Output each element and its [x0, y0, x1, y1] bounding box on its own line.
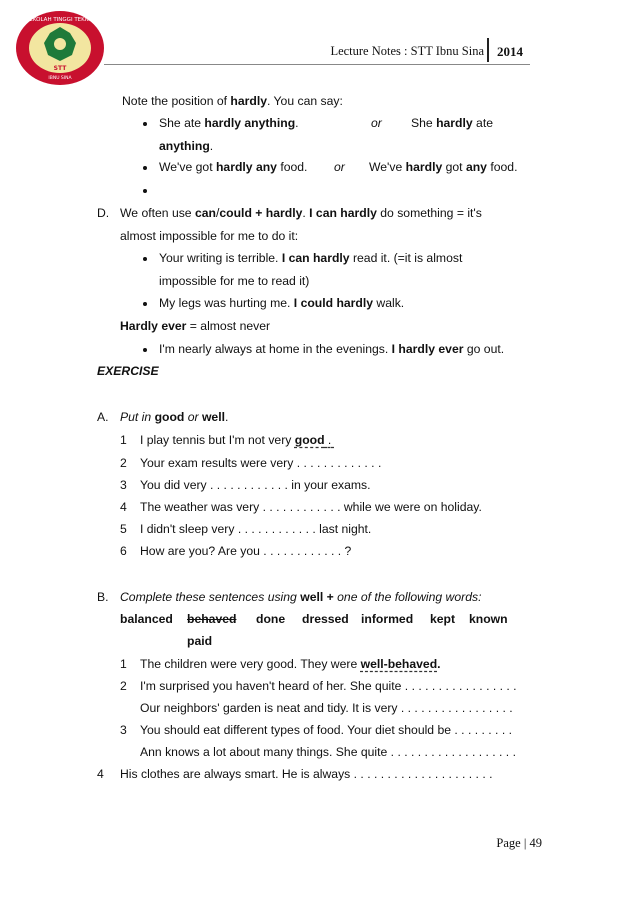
exercise-b-num: 1 — [120, 657, 127, 671]
hardly-example-2-alt: We've hardly got any food. — [369, 160, 518, 174]
could-hardly-example: My legs was hurting me. I could hardly walk. — [159, 296, 405, 310]
page-footer: Page | 49 — [496, 836, 542, 850]
word-option: balanced — [120, 612, 173, 626]
answer-text: well-behaved — [360, 657, 438, 671]
header-title: Lecture Notes : STT Ibnu Sina — [330, 44, 484, 58]
word-option: done — [256, 612, 286, 626]
exercise-a-label: A. — [97, 410, 109, 424]
bullet — [143, 302, 147, 306]
exercise-a-item: Your exam results were very . . . . . . . . . . . . . — [140, 456, 382, 470]
exercise-a-item: How are you? Are you . . . . . . . . . . . . ? — [140, 544, 352, 558]
hardly-ever-example: I'm nearly always at home in the evenings. I hardly ever go out. — [159, 342, 505, 356]
word-option: known — [469, 612, 508, 626]
exercise-a-num: 5 — [120, 522, 127, 536]
bullet — [143, 257, 147, 261]
hardly-ever-definition: Hardly ever = almost never — [120, 319, 271, 333]
logo — [14, 9, 106, 87]
bullet — [143, 348, 147, 352]
exercise-a-item: The weather was very . . . . . . . . . . . . while we were on holiday. — [140, 500, 482, 514]
hardly-example-1-cont: anything. — [159, 139, 214, 153]
section-d-line2: almost impossible for me to do it: — [120, 229, 299, 243]
exercise-b-item: I'm surprised you haven't heard of her. She quite . . . . . . . . . . . . . . . . . — [140, 679, 517, 693]
exercise-a-item: You did very . . . . . . . . . . . . in your exams. — [140, 478, 371, 492]
exercise-b-item: The children were very good. They were well-behaved. — [140, 657, 441, 671]
hardly-example-2: We've got hardly any food. — [159, 160, 308, 174]
exercise-a-num: 2 — [120, 456, 127, 470]
hardly-intro: Note the position of hardly. You can say: — [122, 94, 343, 108]
hardly-example-1: She ate hardly anything. — [159, 116, 299, 130]
svg-text:SEKOLAH TINGGI TEKNIK: SEKOLAH TINGGI TEKNIK — [25, 17, 95, 23]
header-separator — [487, 38, 489, 62]
header-year: 2014 — [497, 44, 523, 59]
exercise-b-item: You should eat different types of food. Your diet should be . . . . . . . . . — [140, 723, 512, 737]
hardly-example-1-alt: She hardly ate — [411, 116, 493, 130]
exercise-b-item-cont: Ann knows a lot about many things. She quite . . . . . . . . . . . . . . . . . . . — [140, 745, 516, 759]
exercise-a-item: I didn't sleep very . . . . . . . . . . . . last night. — [140, 522, 372, 536]
header-rule — [104, 64, 530, 65]
or-label: or — [334, 160, 345, 174]
bullet — [143, 122, 147, 126]
exercise-b-item: His clothes are always smart. He is always . . . . . . . . . . . . . . . . . . . . . — [120, 767, 493, 781]
exercise-a-item: I play tennis but I'm not very good . — [140, 433, 335, 447]
word-option: informed — [361, 612, 414, 626]
svg-text:STT: STT — [53, 65, 67, 72]
exercise-a-num: 6 — [120, 544, 127, 558]
bullet — [143, 166, 147, 170]
exercise-b-item-cont: Our neighbors' garden is neat and tidy. It is very . . . . . . . . . . . . . . . . . — [140, 701, 513, 715]
section-d-line1: We often use can/could + hardly. I can hardly do something = it's — [120, 206, 482, 220]
exercise-b-label: B. — [97, 590, 109, 604]
word-option: paid — [187, 634, 213, 648]
word-option: kept — [430, 612, 456, 626]
exercise-a-num: 1 — [120, 433, 127, 447]
exercise-b-instructions: Complete these sentences using well + one of the following words: — [120, 590, 482, 604]
exercise-a-num: 3 — [120, 478, 127, 492]
exercise-b-num: 3 — [120, 723, 127, 737]
word-option: behaved — [187, 612, 237, 626]
exercise-b-num: 2 — [120, 679, 127, 693]
svg-text:IBNU SINA: IBNU SINA — [48, 76, 72, 81]
exercise-a-instructions: Put in good or well. — [120, 410, 229, 424]
word-option: dressed — [302, 612, 349, 626]
section-d-label: D. — [97, 206, 110, 220]
or-label: or — [371, 116, 382, 130]
exercise-a-num: 4 — [120, 500, 127, 514]
exercise-title: EXERCISE — [97, 364, 159, 378]
answer-text: good — [294, 433, 325, 447]
can-hardly-example-cont: impossible for me to read it) — [159, 274, 310, 288]
exercise-b-num: 4 — [97, 767, 104, 781]
can-hardly-example: Your writing is terrible. I can hardly read it. (=it is almost — [159, 251, 463, 265]
bullet — [143, 189, 147, 193]
